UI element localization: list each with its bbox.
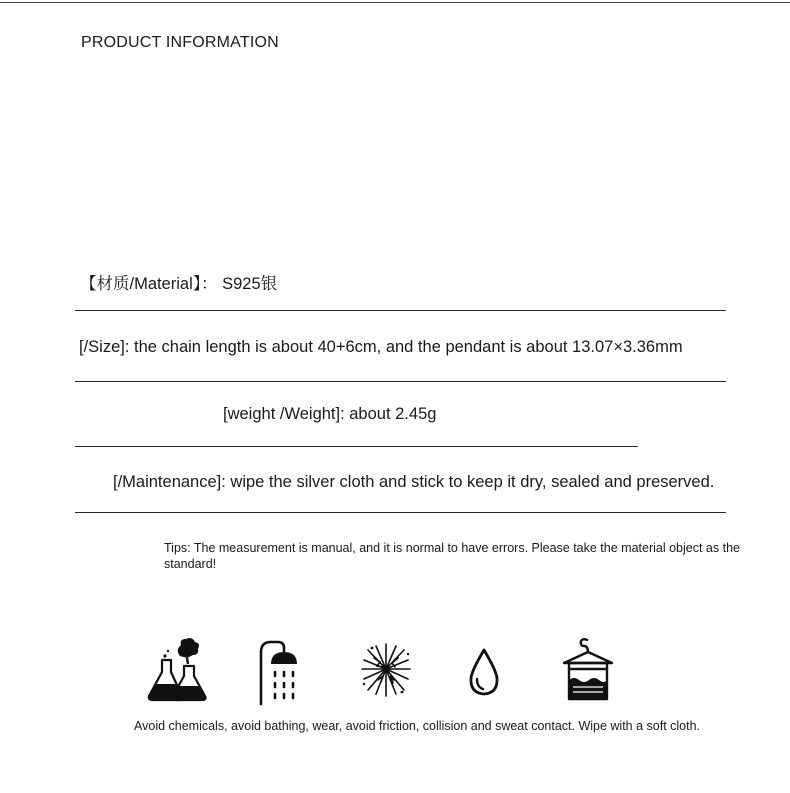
divider	[75, 446, 638, 447]
divider	[75, 310, 726, 311]
chemical-flask-icon	[144, 636, 210, 704]
weight-spec: [weight /Weight]: about 2.45g	[223, 405, 437, 423]
water-drop-icon	[466, 636, 502, 700]
shower-icon	[254, 636, 302, 706]
friction-burst-icon	[358, 636, 414, 702]
page-title: PRODUCT INFORMATION	[81, 34, 279, 51]
top-divider	[0, 2, 790, 3]
size-spec: [/Size]: the chain length is about 40+6cm, and the pendant is about 13.07×3.36mm	[79, 338, 683, 356]
material-spec: 【材质/Material】： S925银	[80, 275, 278, 293]
divider	[75, 512, 726, 513]
divider	[75, 381, 726, 382]
tips-note: Tips: The measurement is manual, and it is normal to have errors. Please take the material object as the standard!	[164, 541, 740, 571]
care-instructions: Avoid chemicals, avoid bathing, wear, avoid friction, collision and sweat contact. Wipe with a soft cloth.	[134, 719, 701, 733]
maintenance-spec: [/Maintenance]: wipe the silver cloth and stick to keep it dry, sealed and preserved.	[113, 473, 715, 491]
care-icons	[140, 636, 630, 708]
towel-hanger-icon	[560, 636, 616, 704]
